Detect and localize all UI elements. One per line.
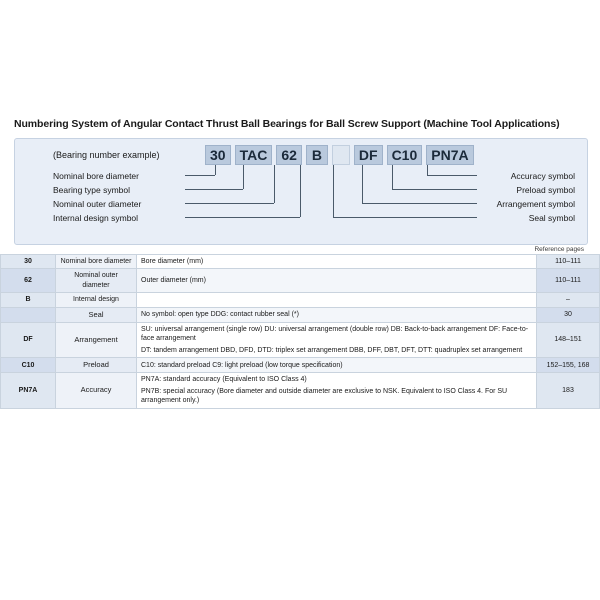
row-code: C10 xyxy=(1,358,56,373)
code-cell-outer: 62 xyxy=(276,145,302,165)
row-name: Seal xyxy=(56,307,137,322)
row-name: Nominal outer diameter xyxy=(56,269,137,293)
reference-pages-label: Reference pages xyxy=(534,246,584,253)
row-code: DF xyxy=(1,322,56,357)
leader-internal-h xyxy=(185,217,300,218)
leader-seal-h xyxy=(333,217,477,218)
row-name: Nominal bore diameter xyxy=(56,255,137,269)
row-description-line: No symbol: open type DDG: contact rubber seal (*) xyxy=(141,311,299,319)
row-description-line: PN7B: special accuracy (Bore diameter and outside diameter are exclusive to NSK. Equivalent to ISO Class 4. For SU arrangement only.) xyxy=(141,387,508,405)
row-description xyxy=(137,255,537,269)
row-description-line: DT: tandem arrangement DBD, DFD, DTD: triplex set arrangement DBB, DFF, DBT, DFT, DTT: quadruplex set arrangement xyxy=(141,346,523,354)
leader-accuracy-v xyxy=(427,165,428,175)
row-reference: 110–111 xyxy=(537,269,600,293)
row-reference: 30 xyxy=(537,307,600,322)
table-row xyxy=(1,373,600,408)
row-code: B xyxy=(1,293,56,307)
table-row xyxy=(1,307,600,322)
leader-bore-h xyxy=(185,175,215,176)
table-row xyxy=(1,255,600,269)
legend-nominal-outer-diameter: Nominal outer diameter xyxy=(53,199,142,209)
row-name: Accuracy xyxy=(56,373,137,408)
leader-preload-v xyxy=(392,165,393,189)
row-code xyxy=(1,307,56,322)
row-description xyxy=(137,269,537,293)
numbering-system-table xyxy=(0,254,600,409)
row-description-line: Bore diameter (mm) xyxy=(141,258,204,265)
bearing-number-example-box xyxy=(14,138,588,245)
row-description-line: C10: standard preload C9: light preload (low torque specification) xyxy=(141,361,343,369)
code-cell-seal xyxy=(332,145,350,165)
legend-bearing-type-symbol: Bearing type symbol xyxy=(53,185,131,195)
code-cell-internal-design: B xyxy=(306,145,328,165)
leader-type-h xyxy=(185,189,243,190)
legend-internal-design-symbol: Internal design symbol xyxy=(53,213,139,223)
leader-internal-v xyxy=(300,165,301,217)
legend-nominal-bore-diameter: Nominal bore diameter xyxy=(53,171,139,181)
row-reference: – xyxy=(537,293,600,307)
legend-preload-symbol: Preload symbol xyxy=(516,185,575,195)
row-description xyxy=(137,373,537,408)
row-reference: 152–155, 168 xyxy=(537,358,600,373)
leader-arrangement-h xyxy=(362,203,477,204)
code-cell-preload: C10 xyxy=(387,145,423,165)
example-label: (Bearing number example) xyxy=(53,150,160,160)
leader-type-v xyxy=(243,165,244,189)
row-code: 30 xyxy=(1,255,56,269)
table-row xyxy=(1,293,600,307)
legend-seal-symbol: Seal symbol xyxy=(528,213,575,223)
row-name: Preload xyxy=(56,358,137,373)
row-description-line: PN7A: standard accuracy (Equivalent to ISO Class 4) xyxy=(141,376,307,384)
leader-arrangement-v xyxy=(362,165,363,203)
table-row xyxy=(1,322,600,357)
row-description xyxy=(137,322,537,357)
leader-outer-h xyxy=(185,203,274,204)
page-title: Numbering System of Angular Contact Thrust Ball Bearings for Ball Screw Support (Machine Tool Applications) xyxy=(14,118,560,130)
row-code: PN7A xyxy=(1,373,56,408)
row-description xyxy=(137,293,537,307)
row-description-line: SU: universal arrangement (single row) DU: universal arrangement (double row) DB: Back-to-back arrangement DF: Face-to-face arrangement xyxy=(141,325,529,343)
code-cell-bore: 30 xyxy=(205,145,231,165)
code-cell-arrangement: DF xyxy=(354,145,383,165)
row-description xyxy=(137,358,537,373)
table-row xyxy=(1,269,600,293)
legend-arrangement-symbol: Arrangement symbol xyxy=(496,199,575,209)
row-reference: 183 xyxy=(537,373,600,408)
row-reference: 110–111 xyxy=(537,255,600,269)
leader-seal-v xyxy=(333,165,334,217)
bearing-number-code-row xyxy=(205,145,474,165)
row-description-line: Outer diameter (mm) xyxy=(141,277,206,285)
row-name: Internal design xyxy=(56,293,137,307)
code-cell-accuracy: PN7A xyxy=(426,145,473,165)
table-row xyxy=(1,358,600,373)
legend-accuracy-symbol: Accuracy symbol xyxy=(510,171,575,181)
leader-accuracy-h xyxy=(427,175,477,176)
leader-outer-v xyxy=(274,165,275,203)
row-name: Arrangement xyxy=(56,322,137,357)
row-code: 62 xyxy=(1,269,56,293)
row-description xyxy=(137,307,537,322)
leader-preload-h xyxy=(392,189,477,190)
leader-bore-v xyxy=(215,165,216,175)
row-reference: 148–151 xyxy=(537,322,600,357)
code-cell-type: TAC xyxy=(235,145,273,165)
